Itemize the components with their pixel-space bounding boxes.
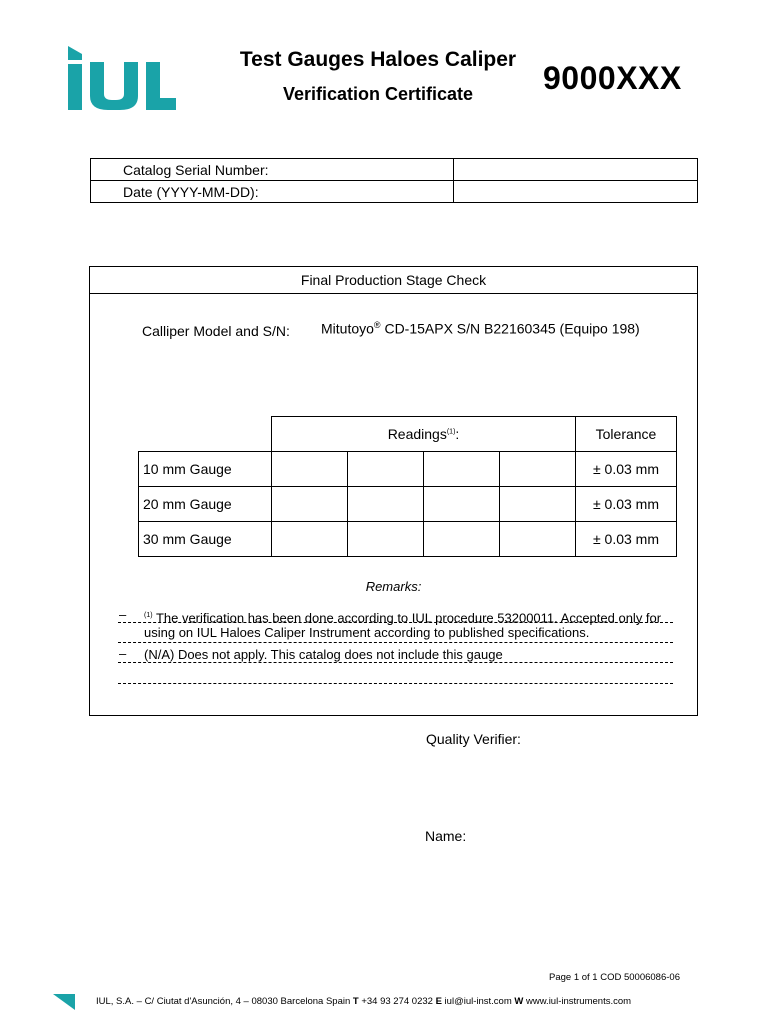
tolerance-header: Tolerance <box>576 417 677 452</box>
reading-cell <box>500 521 576 556</box>
table-row <box>91 159 698 181</box>
serial-number-value <box>454 159 698 181</box>
model-serial: CD-15APX S/N B22160345 (Equipo 198) <box>380 320 640 337</box>
caliper-model-label: Calliper Model and S/N: <box>142 323 290 339</box>
reading-cell <box>500 451 576 486</box>
serial-number-label: Catalog Serial Number: <box>91 159 454 181</box>
page-number: Page 1 of 1 COD 50006086-06 <box>549 972 680 983</box>
remark-divider <box>118 683 673 684</box>
remarks-label: Remarks: <box>365 579 422 594</box>
date-value <box>454 181 698 203</box>
table-row <box>91 181 698 203</box>
remark-1: $^{(1)}$ The verification has been done according to IUL procedure 53200011. Accepted only for <box>144 610 662 626</box>
readings-table <box>138 416 677 557</box>
iul-logo <box>66 44 178 112</box>
registered-mark: ® <box>373 320 381 330</box>
tolerance-value: ± 0.03 mm <box>576 521 677 556</box>
gauge-label: 20 mm Gauge <box>139 486 272 521</box>
reading-cell <box>424 521 500 556</box>
final-production-check <box>89 266 698 716</box>
remark-bullet: – <box>119 607 127 622</box>
date-label: Date (YYYY-MM-DD): <box>91 181 454 203</box>
remark-1-continued: using on IUL Haloes Caliper Instrument according to published specifications. <box>144 625 590 640</box>
tolerance-value: ± 0.03 mm <box>576 486 677 521</box>
reading-cell <box>500 486 576 521</box>
reading-cell <box>348 486 424 521</box>
reading-cell <box>272 451 348 486</box>
tolerance-value: ± 0.03 mm <box>576 451 677 486</box>
remark-bullet: – <box>119 646 127 661</box>
remark-divider <box>118 622 673 623</box>
catalog-info-table <box>90 158 698 203</box>
document-title: Test Gauges Haloes Caliper <box>239 48 517 71</box>
reading-cell <box>424 486 500 521</box>
table-row <box>139 451 677 486</box>
check-heading: Final Production Stage Check <box>90 267 697 294</box>
document-subtitle: Verification Certificate <box>282 84 474 104</box>
reading-cell <box>348 521 424 556</box>
remark-divider <box>118 662 673 663</box>
quality-verifier-label: Quality Verifier: <box>426 731 521 747</box>
reading-cell <box>272 486 348 521</box>
reading-cell <box>348 451 424 486</box>
name-label: Name: <box>425 828 467 844</box>
caliper-model-value <box>321 320 640 337</box>
company-footer: IUL, S.A. – C/ Ciutat d'Asunción, 4 – 08030 Barcelona Spain T +34 93 274 0232 E iul@iul-inst.com W www.iul-instruments.com <box>96 996 632 1007</box>
table-row <box>139 521 677 556</box>
remark-2: (N/A) Does not apply. This catalog does not include this gauge <box>144 647 503 662</box>
reading-cell <box>272 521 348 556</box>
model-brand: Mitutoyo <box>321 320 374 337</box>
gauge-label: 30 mm Gauge <box>139 521 272 556</box>
reading-cell <box>424 451 500 486</box>
remark-divider <box>118 642 673 643</box>
brand-triangle-icon <box>53 994 75 1010</box>
table-row <box>139 486 677 521</box>
gauge-label: 10 mm Gauge <box>139 451 272 486</box>
readings-header: Readings$^{(1)}$: <box>272 417 576 452</box>
document-code: 9000XXX <box>543 60 682 96</box>
table-header-row <box>139 417 677 452</box>
